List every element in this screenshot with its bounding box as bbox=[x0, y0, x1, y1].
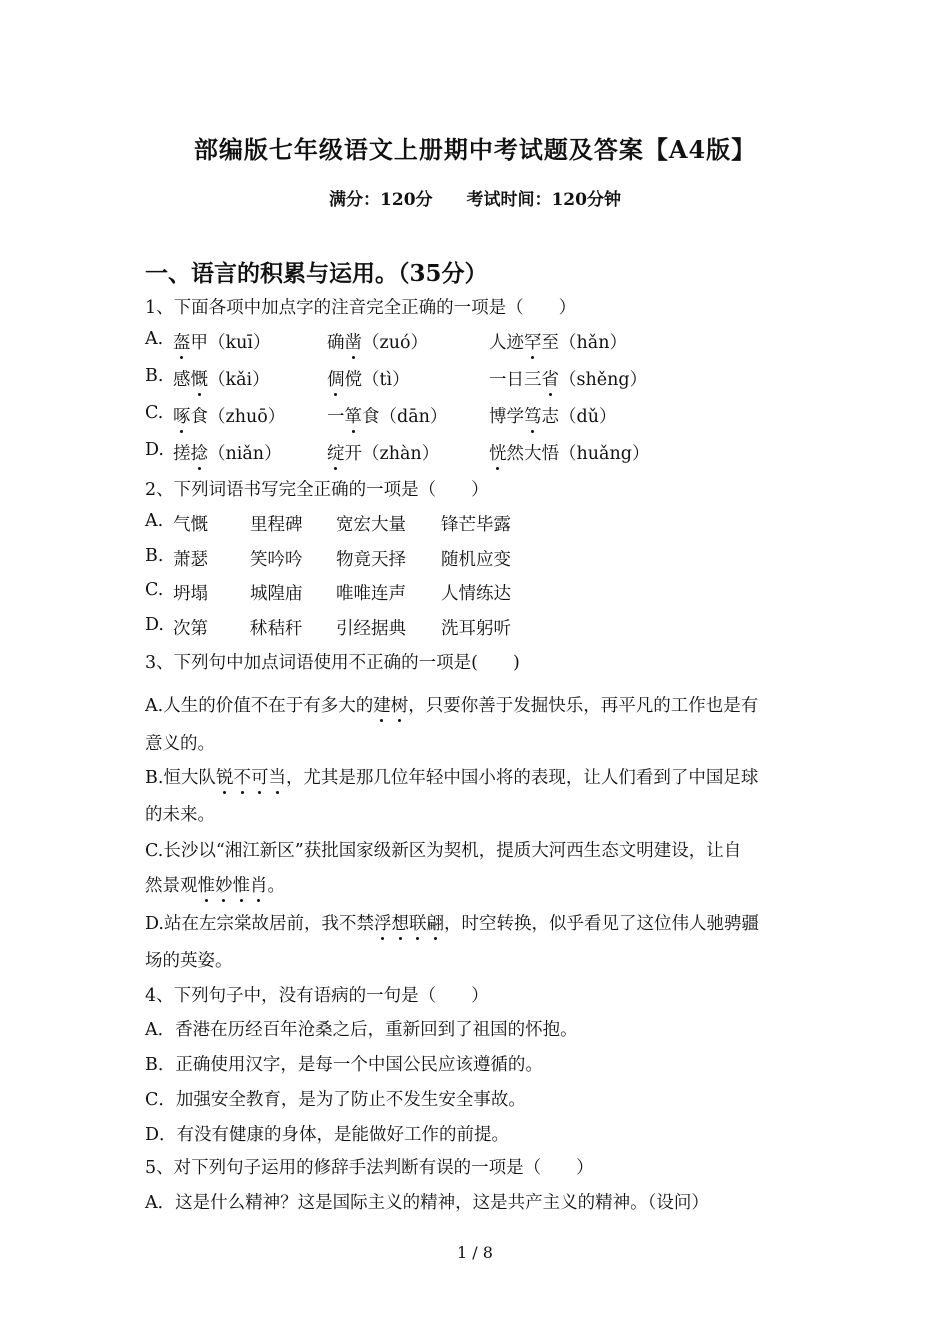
option-b-item-3: 一日三省（shěng） bbox=[489, 366, 647, 391]
question-3-option-a-line-2: 意义的。 bbox=[145, 734, 215, 754]
dotted-char: 啄 bbox=[173, 403, 191, 428]
dotted-char: 恍 bbox=[489, 440, 507, 465]
question-1-stem: 1、下面各项中加点字的注音完全正确的一项是（ ） bbox=[145, 298, 577, 318]
word: 锋芒毕露 bbox=[441, 515, 511, 535]
option-d-item-3: 恍然大悟（huǎng） bbox=[489, 440, 649, 465]
dotted-word bbox=[216, 768, 286, 788]
word: 洗耳躬听 bbox=[441, 619, 511, 639]
question-4-stem: 4、下列句子中，没有语病的一句是（ ） bbox=[145, 986, 489, 1006]
dotted-char: 惟 bbox=[198, 872, 216, 897]
question-4-option-a: A．香港在历经百年沧桑之后，重新回到了祖国的怀抱。 bbox=[145, 1020, 578, 1040]
option-label: B. bbox=[145, 546, 164, 566]
question-2-stem: 2、下列词语书写完全正确的一项是（ ） bbox=[145, 480, 489, 500]
dotted-char: 捻 bbox=[191, 440, 209, 465]
dotted-char: 建 bbox=[373, 692, 391, 717]
dotted-char: 肖 bbox=[250, 872, 268, 897]
option-label: A. bbox=[145, 511, 164, 531]
question-4-option-c: C．加强安全教育，是为了防止不发生安全事故。 bbox=[145, 1090, 526, 1110]
option-label: D. bbox=[145, 615, 164, 635]
question-5-stem: 5、对下列句子运用的修辞手法判断有误的一项是（ ） bbox=[145, 1158, 594, 1178]
dotted-char: 省 bbox=[542, 366, 560, 391]
option-label: C. bbox=[145, 580, 164, 600]
option-label: B. bbox=[145, 366, 164, 386]
dotted-char: 想 bbox=[391, 910, 409, 935]
word: 城隍庙 bbox=[250, 584, 303, 604]
page-title: 部编版七年级语文上册期中考试题及答案【A4版】 bbox=[193, 135, 757, 164]
word: 引经据典 bbox=[336, 619, 406, 639]
word: 宽宏大量 bbox=[336, 515, 406, 535]
option-c-item-2: 一箪食（dān） bbox=[327, 403, 447, 428]
option-a-item-3: 人迹罕至（hǎn） bbox=[489, 329, 627, 354]
word: 坍塌 bbox=[173, 584, 208, 604]
dotted-char: 树 bbox=[391, 692, 409, 717]
question-4-option-b: B．正确使用汉字，是每一个中国公民应该遵循的。 bbox=[145, 1055, 543, 1075]
dotted-char: 联 bbox=[409, 910, 427, 935]
question-3-option-d-line-1: D.站在左宗棠故居前，我不禁浮想联翩，时空转换，似乎看见了这位伟人驰骋疆 bbox=[145, 910, 759, 935]
dotted-char: 浮 bbox=[374, 910, 392, 935]
option-label: D. bbox=[145, 440, 164, 460]
word: 萧瑟 bbox=[173, 550, 208, 570]
dotted-word bbox=[374, 914, 444, 934]
word: 里程碑 bbox=[250, 515, 303, 535]
exam-info bbox=[0, 185, 950, 210]
word: 气慨 bbox=[173, 515, 208, 535]
question-3-option-c-line-2: 然景观惟妙惟肖。 bbox=[145, 872, 285, 897]
dotted-char: 可 bbox=[251, 764, 269, 789]
question-4-option-d: D．有没有健康的身体，是能做好工作的前提。 bbox=[145, 1125, 510, 1145]
dotted-word bbox=[373, 696, 408, 716]
option-d-item-2: 绽开（zhàn） bbox=[327, 440, 439, 465]
word: 秫秸秆 bbox=[250, 619, 303, 639]
option-a-item-1: 盔甲（kuī） bbox=[173, 329, 270, 354]
dotted-char: 当 bbox=[268, 764, 286, 789]
dotted-char: 翩 bbox=[426, 910, 444, 935]
dotted-char: 凿 bbox=[345, 329, 363, 354]
dotted-word bbox=[198, 876, 268, 896]
dotted-char: 妙 bbox=[215, 872, 233, 897]
word: 随机应变 bbox=[441, 550, 511, 570]
full-score: 满分：120分 bbox=[329, 190, 433, 210]
dotted-char: 慨 bbox=[191, 366, 209, 391]
option-label: A. bbox=[145, 329, 164, 349]
dotted-char: 锐 bbox=[216, 764, 234, 789]
option-c-item-3: 博学笃志（dǔ） bbox=[489, 403, 616, 428]
dotted-char: 笃 bbox=[524, 403, 542, 428]
option-b-item-2: 倜傥（tì） bbox=[327, 366, 410, 391]
question-3-option-d-line-2: 场的英姿。 bbox=[145, 951, 233, 971]
page-number: 1 / 8 bbox=[457, 1243, 493, 1262]
question-3-option-c-line-1: C.长沙以“湘江新区”获批国家级新区为契机，提质大河西生态文明建设，让自 bbox=[145, 841, 742, 861]
dotted-char: 不 bbox=[233, 764, 251, 789]
question-3-option-b-line-2: 的未来。 bbox=[145, 805, 215, 825]
word: 人情练达 bbox=[441, 584, 511, 604]
question-3-stem: 3、下列句中加点词语使用不正确的一项是( ) bbox=[145, 653, 520, 673]
option-label: C. bbox=[145, 403, 164, 423]
dotted-char: 罕 bbox=[524, 329, 542, 354]
word: 唯唯连声 bbox=[336, 584, 406, 604]
option-c-item-1: 啄食（zhuō） bbox=[173, 403, 285, 428]
dotted-char: 倜 bbox=[327, 366, 345, 391]
dotted-char: 绽 bbox=[327, 440, 345, 465]
question-3-option-a-line-1: A.人生的价值不在于有多大的建树，只要你善于发掘快乐，再平凡的工作也是有 bbox=[145, 692, 758, 717]
question-3-option-b-line-1: B.恒大队锐不可当，尤其是那几位年轻中国小将的表现，让人们看到了中国足球 bbox=[145, 764, 758, 789]
option-d-item-1: 搓捻（niǎn） bbox=[173, 440, 282, 465]
word: 次第 bbox=[173, 619, 208, 639]
word: 物竟天择 bbox=[336, 550, 406, 570]
word: 笑吟吟 bbox=[250, 550, 303, 570]
option-a-item-2: 确凿（zuó） bbox=[327, 329, 428, 354]
dotted-char: 盔 bbox=[173, 329, 191, 354]
question-5-option-a: A．这是什么精神？这是国际主义的精神，这是共产主义的精神。（设问） bbox=[145, 1193, 709, 1213]
dotted-char: 箪 bbox=[345, 403, 363, 428]
dotted-char: 惟 bbox=[233, 872, 251, 897]
section-heading: 一、语言的积累与运用。（35分） bbox=[145, 260, 488, 287]
option-b-item-1: 感慨（kǎi） bbox=[173, 366, 270, 391]
exam-time: 考试时间：120分钟 bbox=[466, 190, 621, 210]
